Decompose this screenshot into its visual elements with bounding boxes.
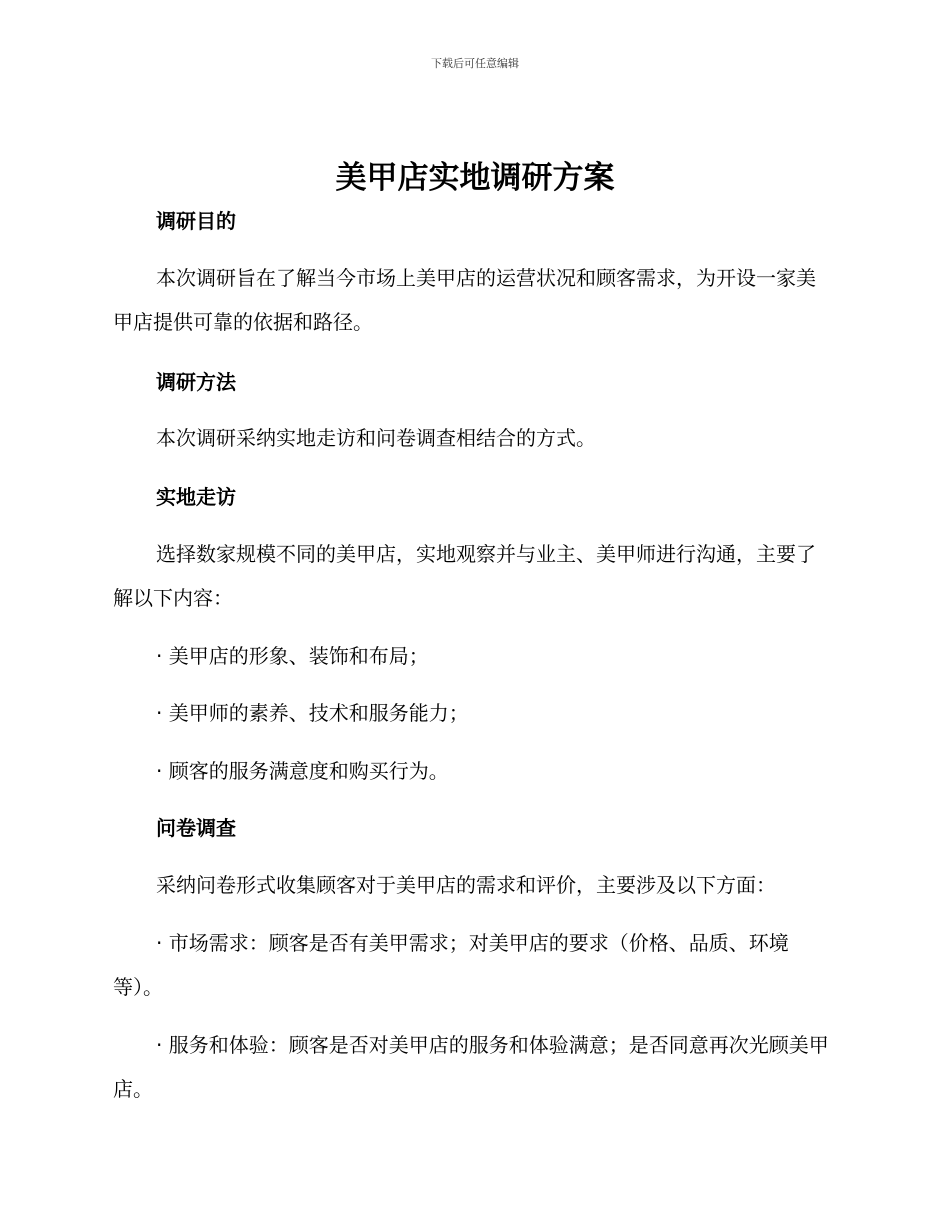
visit-heading: 实地走访	[156, 485, 236, 509]
list-item: · 美甲店的形象、装饰和布局；	[156, 644, 429, 668]
purpose-paragraph: 本次调研旨在了解当今市场上美甲店的运营状况和顾客需求，为开设一家美甲店提供可靠的依据和路径。	[113, 266, 816, 334]
purpose-heading: 调研目的	[156, 209, 236, 233]
document-title: 美甲店实地调研方案	[335, 160, 615, 196]
list-item: · 美甲师的素养、技术和服务能力；	[156, 701, 469, 725]
method-heading: 调研方法	[156, 370, 236, 394]
list-item: · 服务和体验：顾客是否对美甲店的服务和体验满意；是否同意再次光顾美甲店。	[113, 1033, 829, 1101]
list-item: · 顾客的服务满意度和购买行为。	[156, 759, 449, 783]
survey-paragraph: 采纳问卷形式收集顾客对于美甲店的需求和评价，主要涉及以下方面：	[156, 873, 776, 897]
list-item: · 市场需求：顾客是否有美甲需求；对美甲店的要求（价格、品质、环境等）。	[113, 931, 789, 999]
header-note: 下载后可任意编辑	[431, 57, 519, 70]
visit-paragraph: 选择数家规模不同的美甲店，实地观察并与业主、美甲师进行沟通，主要了解以下内容：	[113, 542, 816, 610]
survey-heading: 问卷调查	[156, 816, 236, 840]
method-paragraph: 本次调研采纳实地走访和问卷调查相结合的方式。	[156, 426, 596, 450]
